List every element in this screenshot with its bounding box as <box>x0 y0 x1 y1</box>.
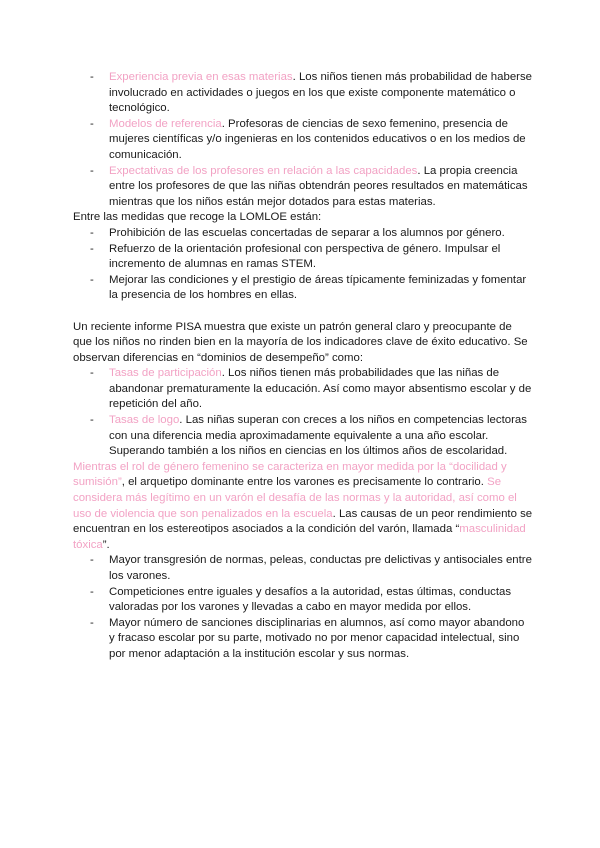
highlighted-term: Experiencia previa en esas materias <box>109 71 293 83</box>
list-item-text: . Los niños tienen más probabilidad de haberse involucrado en actividades o juegos en los que existe componente matemático o tecnológico. <box>109 71 532 115</box>
causes-list <box>73 553 533 662</box>
list-item-text: . Las niñas superan con creces a los niños en competencias lectoras con una diferencia media aproximadamente equivalente a una año escolar. Superando también a los niños en ciencias en los últimos años de escolaridad. <box>109 414 527 458</box>
list-item-text: Mayor número de sanciones disciplinarias en alumnos, así como mayor abandono y fracaso escolar por su parte, motivado no por menor capacidad intelectual, sino por menor adaptación a la institución escolar y sus normas. <box>109 616 525 660</box>
list-item-text: . Los niños tienen más probabilidades que las niñas de abandonar prematuramente la educación. Así como mayor absentismo escolar y de repetición del año. <box>109 367 532 411</box>
list-item-text: Mejorar las condiciones y el prestigio de áreas típicamente feminizadas y fomentar la presencia de los hombres en ellas. <box>109 273 527 302</box>
factors-list <box>73 70 533 210</box>
masculinity-paragraph <box>73 460 533 554</box>
bullet-dash: - <box>90 414 94 427</box>
list-item <box>73 164 533 211</box>
list-item <box>73 413 533 460</box>
list-item <box>73 226 533 242</box>
list-item <box>73 117 533 164</box>
list-item <box>73 616 533 663</box>
list-item <box>73 553 533 584</box>
lomloe-measures-list <box>73 226 533 304</box>
highlighted-term: Modelos de referencia <box>109 117 222 130</box>
bullet-dash: - <box>90 367 94 380</box>
paragraph-text: . Las causas de un peor rendimiento se encuentran en los estereotipos asociados a la condición del varón, llamada “ <box>73 507 533 536</box>
paragraph-text: , el arquetipo dominante entre los varones es precisamente lo contrario. <box>121 476 488 489</box>
list-item <box>73 585 533 616</box>
bullet-dash: - <box>90 117 94 130</box>
bullet-dash: - <box>90 164 94 177</box>
bullet-dash: - <box>90 616 94 629</box>
list-item-text: Prohibición de las escuelas concertadas de separar a los alumnos por género. <box>109 226 505 239</box>
list-item-text: Mayor transgresión de normas, peleas, conductas pre delictivas y antisociales entre los varones. <box>109 554 532 582</box>
bullet-dash: - <box>90 71 94 83</box>
paragraph-spacer <box>73 304 533 320</box>
bullet-dash: - <box>90 242 94 255</box>
list-item <box>73 366 533 413</box>
list-item <box>73 273 533 304</box>
highlighted-phrase: Mientras el rol de género femenino se caracteriza en mayor medida por la “docilidad y sumisión” <box>73 460 507 489</box>
paragraph-text: ”. <box>102 538 110 551</box>
lomloe-intro: Entre las medidas que recoge la LOMLOE están: <box>73 211 322 224</box>
bullet-dash: - <box>90 226 94 239</box>
highlighted-term: Tasas de participación <box>109 367 222 380</box>
highlighted-phrase: Se considera más legítimo en un varón el desafía de las normas y la autoridad, así como el uso de violencia que son penalizados en la escuela <box>73 476 517 520</box>
list-item-text: Competiciones entre iguales y desafíos a la autoridad, estas últimas, conductas valoradas por los varones y llevadas a cabo en mayor medida por ellos. <box>109 585 512 614</box>
bullet-dash: - <box>90 273 94 286</box>
list-item-text: . La propia creencia entre los profesores de que las niñas obtendrán peores resultados en matemáticas mientras que los niños están mejor dotados para estas materias. <box>109 164 528 208</box>
highlighted-phrase: masculinidad tóxica <box>73 523 526 551</box>
list-item-text: Refuerzo de la orientación profesional con perspectiva de género. Impulsar el incremento de alumnas en ramas STEM. <box>109 242 501 271</box>
highlighted-term: Tasas de logo <box>109 414 180 427</box>
performance-domains-list <box>73 366 533 460</box>
bullet-dash: - <box>90 585 94 598</box>
list-item <box>73 242 533 273</box>
bullet-dash: - <box>90 554 94 567</box>
highlighted-term: Expectativas de los profesores en relación a las capacidades <box>109 164 418 177</box>
document-body <box>73 70 533 663</box>
list-item <box>73 70 533 117</box>
pisa-paragraph: Un reciente informe PISA muestra que existe un patrón general claro y preocupante de que los niños no rinden bien en la mayoría de los indicadores clave de éxito educativo. Se observan diferencias en “dominios de desempeño” como: <box>73 320 528 364</box>
list-item-text: . Profesoras de ciencias de sexo femenino, presencia de mujeres científicas y/o ingenieras en los contenidos educativos o en los medios de comunicación. <box>109 117 526 161</box>
